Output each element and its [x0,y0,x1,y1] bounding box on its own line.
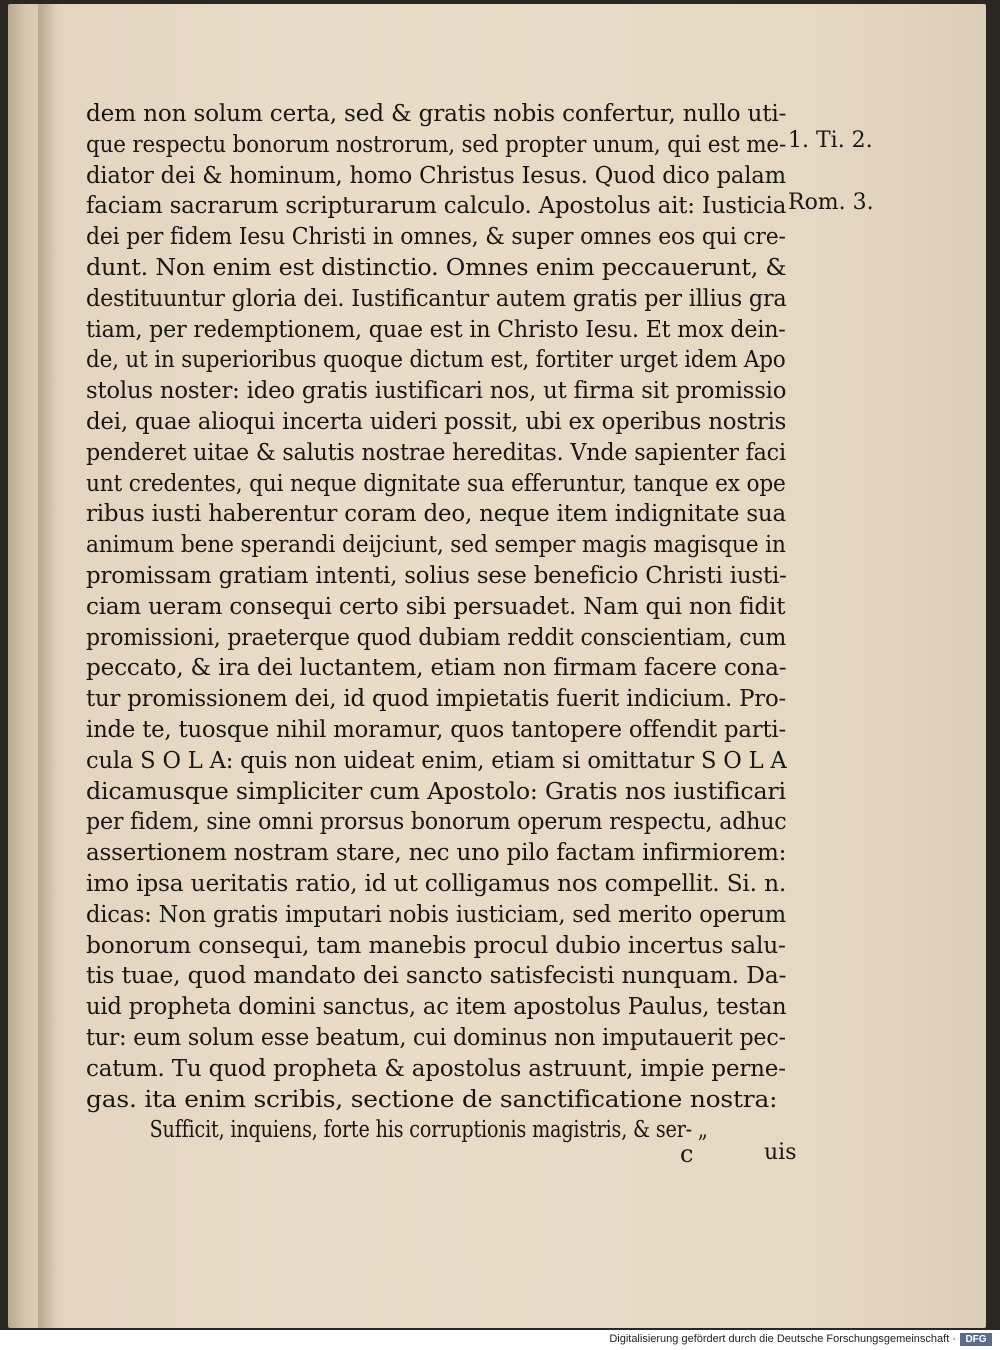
text-line: gas. ita enim scribis, sectione de sanctificatione nostra: [86,1084,778,1113]
text-line: bonorum consequi, tam manebis procul dubio incertus salu- [86,930,786,959]
text-line: tis tuae, quod mandato dei sancto satisfecisti nunquam. Da- [86,961,787,990]
footer-bar [0,1330,1000,1350]
text-line: destituuntur gloria dei. Iustificantur autem gratis per illius gra [86,283,787,312]
dfg-logo: DFG [960,1333,992,1346]
text-line: unt credentes, qui neque dignitate sua efferuntur, tanque ex ope [86,468,786,497]
text-line: per fidem, sine omni prorsus bonorum operum respectu, adhuc [86,807,787,836]
signature-mark: c [680,1140,694,1168]
text-line: dem non solum certa, sed & gratis nobis confertur, nullo uti- [86,99,787,127]
text-line: imo ipsa ueritatis ratio, id ut colligamus nos compellit. Si. n. [86,868,787,897]
text-line: animum bene sperandi deijciunt, sed semper magis magisque in [86,530,786,559]
text-line: dei per fidem Iesu Christi in omnes, & super omnes eos qui cre- [86,222,786,251]
funding-credit: Digitalisierung gefördert durch die Deutsche Forschungsgemeinschaft · [609,1333,956,1345]
text-line: ribus iusti haberentur coram deo, neque item indignitate sua [86,499,786,528]
text-line: dei, quae alioqui incerta uideri possit, ubi ex operibus nostris [86,406,787,435]
text-line: ciam ueram consequi certo sibi persuadet. Nam qui non fidit [86,591,786,620]
text-line: inde te, tuosque nihil moramur, quos tantopere offendit parti- [86,714,786,743]
text-line: catum. Tu quod propheta & apostolus astruunt, impie perne- [86,1053,786,1082]
text-line: tur: eum solum esse beatum, cui dominus non imputauerit pec- [86,1022,786,1051]
text-line: faciam sacrarum scripturarum calculo. Apostolus ait: Iusticia [86,191,787,220]
text-line: dunt. Non enim est distinctio. Omnes enim peccauerunt, & [86,252,787,281]
margin-note: Rom. 3. [788,190,874,215]
text-line: assertionem nostram stare, nec uno pilo factam infirmiorem: [86,838,787,867]
text-line: uid propheta domini sanctus, ac item apostolus Paulus, testan [86,992,787,1021]
text-line: tiam, per redemptionem, quae est in Christo Iesu. Et mox dein- [86,314,786,343]
text-line: dicamusque simpliciter cum Apostolo: Gratis nos iustificari [86,776,786,805]
text-line: de, ut in superioribus quoque dictum est, fortiter urget idem Apo [86,345,786,374]
text-line: promissioni, praeterque quod dubiam reddit conscientiam, cum [86,622,787,651]
text-line: promissam gratiam intenti, solius sese beneficio Christi iusti- [86,560,787,589]
text-line: cula S O L A: quis non uideat enim, etiam si omittatur S O L A [86,745,787,774]
text-line: dicas: Non gratis imputari nobis iusticiam, sed merito operum [86,899,786,928]
body-text [86,98,806,1145]
text-line: stolus noster: ideo gratis iustificari nos, ut firma sit promissio [86,376,787,405]
text-line: penderet uitae & salutis nostrae hereditas. Vnde sapienter faci [86,437,786,466]
text-line: diator dei & hominum, homo Christus Iesus. Quod dico palam [86,160,786,189]
margin-note: 1. Ti. 2. [788,128,873,153]
text-line: Sufficit, inquiens, forte his corruptionis magistris, & ser- „ [149,1115,708,1144]
catchword: uis [764,1140,797,1165]
text-line: tur promissionem dei, id quod impietatis fuerit indicium. Pro- [86,684,787,713]
page-gutter-shadow [38,4,58,1328]
text-line: que respectu bonorum nostrorum, sed propter unum, qui est me- [86,129,787,158]
text-line: peccato, & ira dei luctantem, etiam non firmam facere cona- [86,653,787,682]
